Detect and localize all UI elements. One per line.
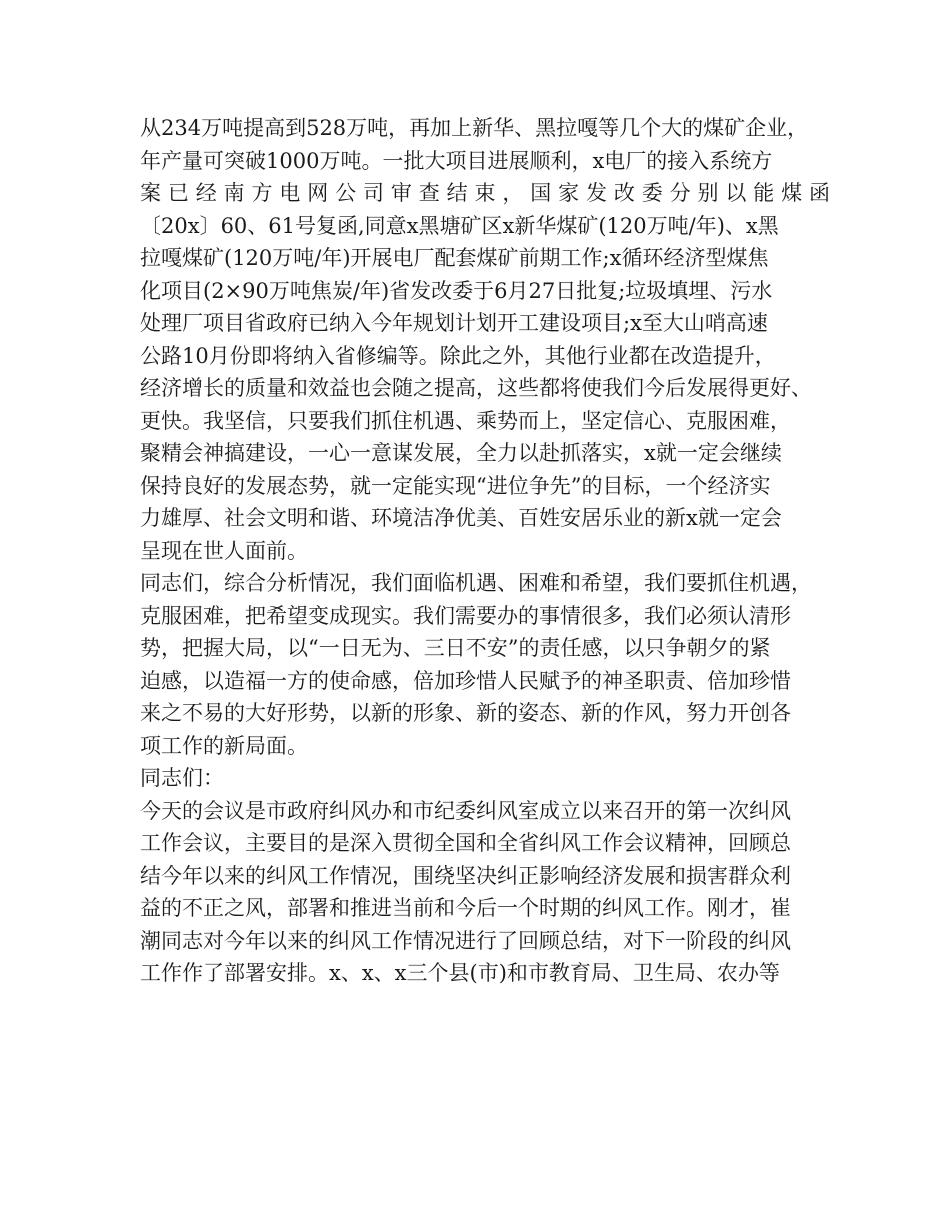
text-line: 工作会议，主要目的是深入贯彻全国和全省纠风工作会议精神，回顾总	[140, 831, 791, 855]
text-line: 从234万吨提高到528万吨，再加上新华、黑拉嘎等几个大的煤矿企业，	[140, 116, 809, 140]
text-line: 〔20x〕60、61号复函,同意x黑塘矿区x新华煤矿(120万吨/年)、x黑	[140, 213, 779, 238]
text-line: 年产量可突破1000万吨。一批大项目进展顺利，x电厂的接入系统方	[140, 148, 773, 173]
text-line: 经济增长的质量和效益也会随之提高，这些都将使我们今后发展得更好、	[140, 376, 812, 400]
text-line: 聚精会神搞建设，一心一意谋发展，全力以赴抓落实，x就一定会继续	[140, 441, 782, 465]
text-line: 工作作了部署安排。x、x、x三个县(市)和市教育局、卫生局、农办等	[140, 961, 780, 985]
text-line: 潮同志对今年以来的纠风工作情况进行了回顾总结，对下一阶段的纠风	[140, 928, 791, 953]
text-line: 处理厂项目省政府已纳入今年规划计划开工建设项目;x至大山哨高速	[140, 311, 768, 335]
text-line: 力雄厚、社会文明和谐、环境洁净优美、百姓安居乐业的新x就一定会	[140, 506, 782, 530]
text-line: 来之不易的大好形势，以新的形象、新的姿态、新的作风，努力开创各	[140, 701, 791, 725]
text-line: 呈现在世人面前。	[140, 538, 308, 563]
text-line: 化项目(2×90万吨焦炭/年)省发改委于6月27日批复;垃圾填埋、污水	[140, 278, 773, 303]
text-line: 更快。我坚信，只要我们抓住机遇、乘势而上，坚定信心、克服困难，	[140, 408, 791, 433]
text-line: 同志们，综合分析情况，我们面临机遇、困难和希望，我们要抓住机遇，	[140, 571, 812, 595]
text-line: 保持良好的发展态势，就一定能实现“进位争先”的目标，一个经济实	[140, 473, 771, 498]
text-line: 今天的会议是市政府纠风办和市纪委纠风室成立以来召开的第一次纠风	[140, 798, 791, 823]
text-line: 势，把握大局，以“一日无为、三日不安”的责任感，以只争朝夕的紧	[140, 636, 771, 660]
text-line: 项工作的新局面。	[140, 733, 308, 758]
text-line: 拉嘎煤矿(120万吨/年)开展电厂配套煤矿前期工作;x循环经济型煤焦	[140, 246, 769, 270]
text-line: 案已经南方电网公司审查结束，国家发改委分别以能煤函	[140, 181, 830, 205]
text-line: 益的不正之风，部署和推进当前和今后一个时期的纠风工作。刚才，崔	[140, 896, 791, 920]
text-line: 同志们：	[140, 766, 224, 790]
text-line: 克服困难，把希望变成现实。我们需要办的事情很多，我们必须认清形	[140, 603, 791, 628]
text-line: 迫感，以造福一方的使命感，倍加珍惜人民赋予的神圣职责、倍加珍惜	[140, 668, 791, 693]
text-line: 公路10月份即将纳入省修编等。除此之外，其他行业都在改造提升，	[140, 343, 776, 368]
text-line: 结今年以来的纠风工作情况，围绕坚决纠正影响经济发展和损害群众利	[140, 863, 791, 888]
body-text	[140, 112, 830, 990]
